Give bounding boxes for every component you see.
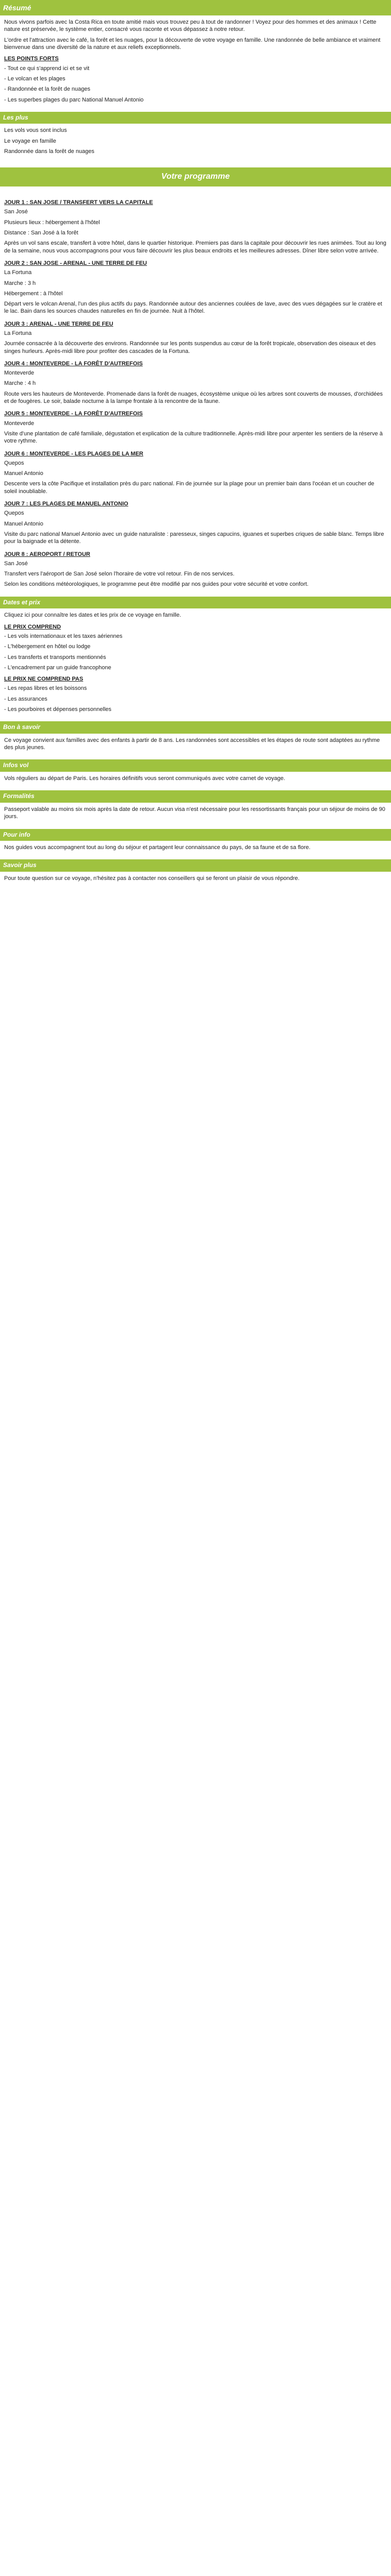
day-meta: Manuel Antonio (4, 520, 43, 527)
points-forts-item: - Randonnée et la forêt de nuages (4, 86, 90, 93)
formalites-text: Passeport valable au moins six mois après la date de retour. Aucun visa n'est nécessaire pour les ressortissants français pour un séjour de moins de 90 jours. (4, 806, 385, 820)
day-meta: San José (4, 560, 28, 567)
day-title: JOUR 7 : LES PLAGES DE MANUEL ANTONIO (4, 501, 128, 507)
day-text: Route vers les hauteurs de Monteverde. Promenade dans la forêt de nuages, écosystème unique où les arbres sont couverts de mousses, d'orchidées et de fougères. Le soir, balade nocturne à la lampe frontale à la rencontre de la faune. (4, 391, 383, 405)
day-title: JOUR 4 : MONTEVERDE - LA FORÊT D'AUTREFOIS (4, 360, 143, 367)
non-compris-item: - Les assurances (4, 696, 47, 702)
day-meta: Hébergement : à l'hôtel (4, 290, 63, 297)
day-text: Visite du parc national Manuel Antonio avec un guide naturaliste : paresseux, singes capucins, iguanes et superbes criques de sable blanc. Temps libre pour la baignade et la détente. (4, 531, 384, 545)
section-title-resume: Résumé (0, 0, 391, 15)
infos-vol-text: Vols réguliers au départ de Paris. Les horaires définitifs vous seront communiqués avec votre carnet de voyage. (4, 775, 285, 782)
programme-note: Selon les conditions météorologiques, le programme peut être modifié par nos guides pour votre sécurité et votre confort. (4, 581, 309, 588)
day-block (4, 500, 387, 545)
day-title: JOUR 6 : MONTEVERDE - LES PLAGES DE LA MER (4, 450, 143, 457)
day-meta: Manuel Antonio (4, 470, 43, 477)
les-plus-item: Les vols vous sont inclus (4, 127, 67, 134)
day-block (4, 199, 387, 255)
prix-item: - Les vols internationaux et les taxes aériennes (4, 633, 123, 639)
section-title-savoir-plus: Savoir plus (0, 859, 391, 872)
dates-intro: Cliquez ici pour connaître les dates et les prix de ce voyage en famille. (4, 612, 182, 619)
day-meta: Quepos (4, 510, 24, 517)
section-title-bon-savoir: Bon à savoir (0, 721, 391, 734)
non-compris-item: - Les repas libres et les boissons (4, 685, 87, 692)
pour-info-text: Nos guides vous accompagnent tout au long du séjour et partagent leur connaissance du pays, de sa faune et de sa flore. (4, 844, 311, 851)
day-meta: Quepos (4, 460, 24, 466)
les-plus-item: Randonnée dans la forêt de nuages (4, 148, 94, 155)
day-meta: La Fortuna (4, 269, 32, 276)
prix-item: - Les transferts et transports mentionnés (4, 654, 106, 660)
day-title: JOUR 2 : SAN JOSE - ARENAL - UNE TERRE DE FEU (4, 260, 147, 266)
savoir-plus-block (0, 872, 391, 890)
day-text: Après un vol sans escale, transfert à votre hôtel, dans le quartier historique. Premiers pas dans la capitale pour découvrir les rues animées. Tout au long de la semaine, nous vous accompagnons pour vous faire découvrir les plus beaux endroits et les meilleures adresses. Dîner libre selon votre arrivée. (4, 240, 386, 254)
day-block (4, 260, 387, 315)
day-text: Transfert vers l'aéroport de San José selon l'horaire de votre vol retour. Fin de nos services. (4, 571, 235, 578)
section-title-pour-info: Pour info (0, 829, 391, 841)
day-text: Descente vers la côte Pacifique et installation près du parc national. Fin de journée sur la plage pour un premier bain dans l'océan et un coucher de soleil inoubliable. (4, 481, 374, 495)
formalites-block (0, 803, 391, 829)
day-meta: Monteverde (4, 420, 35, 427)
day-text: Journée consacrée à la découverte des environs. Randonnée sur les ponts suspendus au cœur de la forêt tropicale, observation des oiseaux et des singes hurleurs. Après-midi libre pour profiter des cascades de la Fortuna. (4, 341, 376, 354)
bon-savoir-text: Ce voyage convient aux familles avec des enfants à partir de 8 ans. Les randonnées sont accessibles et les étapes de route sont adaptées au rythme des plus jeunes. (4, 737, 380, 751)
les-plus-item: Le voyage en famille (4, 138, 56, 144)
day-meta: Plusieurs lieux : hébergement à l'hôtel (4, 219, 100, 226)
day-meta: Marche : 3 h (4, 280, 36, 286)
resume-paragraph: Nous vivons parfois avec la Costa Rica en toute amitié mais vous trouvez peu à tout de randonner ! Voyez pour des hommes et des animaux ! Cette nature est préservée, le système entier, consacré vous raconte et vous dépassez à notre retour. (4, 19, 377, 33)
points-forts-title: LES POINTS FORTS (4, 56, 59, 62)
prix-item: - L'hébergement en hôtel ou lodge (4, 643, 91, 650)
bon-savoir-block (0, 734, 391, 760)
day-title: JOUR 1 : SAN JOSE / TRANSFERT VERS LA CAPITALE (4, 199, 153, 206)
dates-block (0, 608, 391, 721)
resume-block (0, 15, 391, 112)
points-forts-item: - Les superbes plages du parc National Manuel Antonio (4, 96, 144, 103)
section-title-infos-vol: Infos vol (0, 759, 391, 772)
day-block (4, 551, 387, 578)
les-plus-block (0, 124, 391, 163)
day-meta: Marche : 4 h (4, 380, 36, 387)
day-text: Départ vers le volcan Arenal, l'un des plus actifs du pays. Randonnée autour des anciennes coulées de lave, avec des vues dégagées sur le cratère et le lac. Bain dans les sources chaudes naturelles en fin de journée. Nuit à l'hôtel. (4, 301, 382, 315)
programme-block (0, 191, 391, 597)
day-meta: Distance : San José à la forêt (4, 230, 78, 236)
day-block (4, 360, 387, 405)
prix-non-compris-title: LE PRIX NE COMPREND PAS (4, 676, 84, 683)
day-title: JOUR 3 : ARENAL - UNE TERRE DE FEU (4, 320, 113, 327)
resume-paragraph: L'ordre et l'attraction avec le café, la forêt et les nuages, pour la découverte de votre voyage en famille. Une randonnée de belle ambiance et vraiment bienvenue dans une diversité de la nature et aux reliefs exceptionnels. (4, 37, 381, 51)
day-title: JOUR 5 : MONTEVERDE - LA FORÊT D'AUTREFOIS (4, 411, 143, 417)
points-forts-item: - Le volcan et les plages (4, 75, 66, 82)
day-meta: Monteverde (4, 370, 35, 377)
day-meta: La Fortuna (4, 330, 32, 336)
savoir-plus-text: Pour toute question sur ce voyage, n'hésitez pas à contacter nos conseillers qui se feront un plaisir de vous répondre. (4, 875, 300, 882)
day-meta: San José (4, 209, 28, 215)
day-text: Visite d'une plantation de café familiale, dégustation et explication de la culture traditionnelle. Après-midi libre pour arpenter les sentiers de la réserve à votre rythme. (4, 430, 383, 445)
infos-vol-block (0, 772, 391, 790)
day-block (4, 450, 387, 495)
prix-item: - L'encadrement par un guide francophone (4, 664, 111, 671)
page (0, 0, 391, 890)
section-title-programme: Votre programme (0, 167, 391, 187)
day-title: JOUR 8 : AEROPORT / RETOUR (4, 551, 90, 557)
prix-comprend-title: LE PRIX COMPREND (4, 623, 61, 630)
section-title-dates: Dates et prix (0, 597, 391, 609)
day-block (4, 320, 387, 355)
pour-info-block (0, 841, 391, 859)
points-forts-item: - Tout ce qui s'apprend ici et se vit (4, 65, 90, 72)
section-title-les-plus: Les plus (0, 112, 391, 124)
day-block (4, 410, 387, 445)
non-compris-item: - Les pourboires et dépenses personnelles (4, 706, 111, 713)
section-title-formalites: Formalités (0, 790, 391, 803)
